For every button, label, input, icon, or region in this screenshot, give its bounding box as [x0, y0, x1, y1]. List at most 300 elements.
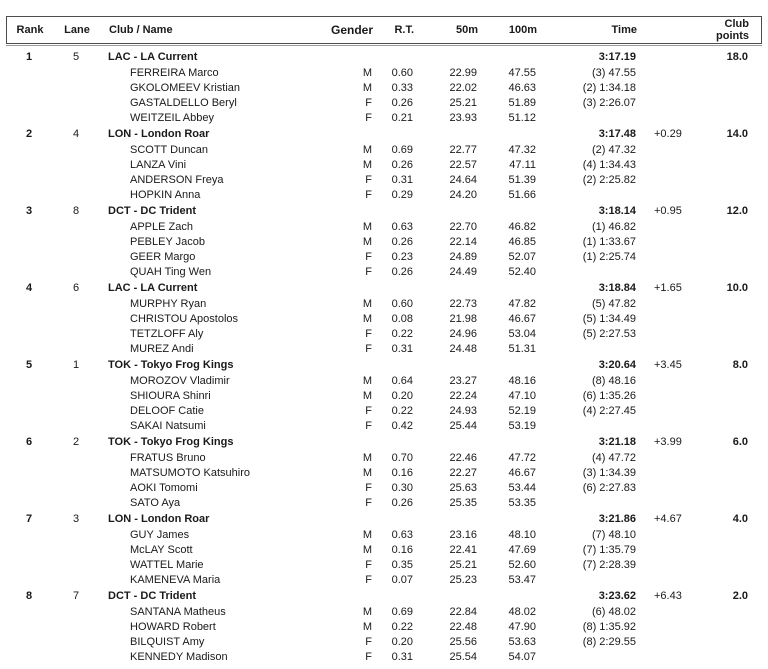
swimmer-cumulative-split: (3) 47.55	[591, 67, 636, 79]
swimmer-100m-split: 53.63	[508, 636, 536, 648]
swimmer-row	[6, 543, 762, 558]
swimmer-row	[6, 81, 762, 96]
team-rank: 3	[25, 205, 33, 217]
swimmer-50m-split: 22.70	[449, 221, 477, 233]
swimmer-reaction-time: 0.20	[391, 390, 413, 402]
swimmer-50m-split: 22.41	[449, 544, 477, 556]
swimmer-points-cell-empty	[690, 605, 762, 620]
swimmer-gender: F	[365, 266, 372, 278]
swimmer-rank-cell-empty	[6, 389, 52, 404]
swimmer-cumulative-split: (8) 2:29.55	[582, 636, 636, 648]
swimmer-cumulative-split: (7) 1:35.79	[582, 544, 636, 556]
swimmer-diff-cell-empty	[640, 650, 690, 665]
team-50m-cell-empty	[417, 280, 481, 297]
swimmer-100m-split: 46.67	[508, 467, 536, 479]
swimmer-reaction-time: 0.08	[391, 313, 413, 325]
swimmer-lane-cell-empty	[52, 111, 100, 126]
swimmer-gender: F	[365, 574, 372, 586]
swimmer-row	[6, 635, 762, 650]
swimmer-50m-split: 23.27	[449, 375, 477, 387]
swimmer-diff-cell-empty	[640, 81, 690, 96]
swimmer-diff-cell-empty	[640, 528, 690, 543]
swimmer-diff-cell-empty	[640, 265, 690, 280]
swimmer-reaction-time: 0.07	[391, 574, 413, 586]
team-rank: 4	[25, 282, 33, 294]
column-header-club-points-line1: Club	[724, 18, 749, 30]
column-header-club-name: Club / Name	[109, 24, 173, 36]
swimmer-row	[6, 558, 762, 573]
swimmer-gender: F	[365, 636, 372, 648]
swimmer-100m-split: 47.55	[508, 67, 536, 79]
swimmer-100m-split: 52.19	[508, 405, 536, 417]
swimmer-reaction-time: 0.30	[391, 482, 413, 494]
column-header-100m: 100m	[508, 24, 537, 36]
swimmer-name: MURPHY Ryan	[130, 298, 207, 310]
swimmer-row	[6, 451, 762, 466]
swimmer-reaction-time: 0.31	[391, 651, 413, 663]
team-header-row	[6, 126, 762, 143]
swimmer-name: MATSUMOTO Katsuhiro	[130, 467, 251, 479]
swimmer-rank-cell-empty	[6, 250, 52, 265]
swimmer-gender: M	[362, 529, 372, 541]
column-header-lane: Lane	[64, 24, 90, 36]
swimmer-lane-cell-empty	[52, 250, 100, 265]
swimmer-rank-cell-empty	[6, 419, 52, 434]
swimmer-rank-cell-empty	[6, 573, 52, 588]
swimmer-reaction-time: 0.64	[391, 375, 413, 387]
swimmer-50m-split: 25.44	[449, 420, 477, 432]
swimmer-cumulative-split	[540, 573, 640, 588]
swimmer-row	[6, 66, 762, 81]
swimmer-100m-split: 52.07	[508, 251, 536, 263]
swimmer-lane-cell-empty	[52, 220, 100, 235]
swimmer-lane-cell-empty	[52, 312, 100, 327]
swimmer-gender: F	[365, 174, 372, 186]
swimmer-gender: M	[362, 390, 372, 402]
swimmer-lane-cell-empty	[52, 327, 100, 342]
swimmer-points-cell-empty	[690, 158, 762, 173]
swimmer-gender: F	[365, 112, 372, 124]
swimmer-gender: M	[362, 544, 372, 556]
swimmer-100m-split: 53.35	[508, 497, 536, 509]
swimmer-reaction-time: 0.31	[391, 174, 413, 186]
team-100m-cell-empty	[481, 588, 540, 605]
swimmer-name: AOKI Tomomi	[130, 482, 198, 494]
swimmer-row	[6, 466, 762, 481]
swimmer-50m-split: 22.48	[449, 621, 477, 633]
swimmer-points-cell-empty	[690, 265, 762, 280]
swimmer-points-cell-empty	[690, 374, 762, 389]
swimmer-rank-cell-empty	[6, 650, 52, 665]
swimmer-row	[6, 573, 762, 588]
swimmer-50m-split: 23.93	[449, 112, 477, 124]
swimmer-reaction-time: 0.22	[391, 328, 413, 340]
team-rank: 2	[25, 128, 33, 140]
swimmer-rank-cell-empty	[6, 374, 52, 389]
team-lane: 8	[72, 205, 80, 217]
swimmer-cumulative-split: (7) 2:28.39	[582, 559, 636, 571]
swimmer-100m-split: 52.40	[508, 266, 536, 278]
swimmer-rank-cell-empty	[6, 173, 52, 188]
swimmer-lane-cell-empty	[52, 297, 100, 312]
swimmer-lane-cell-empty	[52, 620, 100, 635]
swimmer-rank-cell-empty	[6, 96, 52, 111]
swimmer-100m-split: 48.02	[508, 606, 536, 618]
swimmer-rank-cell-empty	[6, 143, 52, 158]
team-rt-cell-empty	[376, 357, 417, 374]
swimmer-rank-cell-empty	[6, 466, 52, 481]
swimmer-100m-split: 52.60	[508, 559, 536, 571]
swimmer-points-cell-empty	[690, 528, 762, 543]
swimmer-points-cell-empty	[690, 235, 762, 250]
swimmer-diff-cell-empty	[640, 543, 690, 558]
swimmer-name: SANTANA Matheus	[130, 606, 226, 618]
swimmer-cumulative-split: (7) 48.10	[591, 529, 636, 541]
swimmer-lane-cell-empty	[52, 235, 100, 250]
swimmer-50m-split: 25.23	[449, 574, 477, 586]
swimmer-points-cell-empty	[690, 620, 762, 635]
swimmer-gender: F	[365, 420, 372, 432]
swimmer-100m-split: 47.90	[508, 621, 536, 633]
swimmer-reaction-time: 0.42	[391, 420, 413, 432]
swimmer-gender: F	[365, 328, 372, 340]
team-header-row	[6, 511, 762, 528]
team-club-name: LAC - LA Current	[108, 51, 198, 63]
swimmer-rank-cell-empty	[6, 451, 52, 466]
swimmer-name: FRATUS Bruno	[130, 452, 206, 464]
results-body	[6, 46, 762, 665]
swimmer-50m-split: 25.56	[449, 636, 477, 648]
team-total-time: 3:17.48	[598, 128, 636, 140]
swimmer-50m-split: 25.21	[449, 559, 477, 571]
swimmer-lane-cell-empty	[52, 81, 100, 96]
swimmer-gender: F	[365, 651, 372, 663]
team-total-time: 3:21.18	[598, 436, 636, 448]
swimmer-gender: M	[362, 221, 372, 233]
column-header-reaction-time: R.T.	[394, 24, 414, 36]
team-club-points: 4.0	[732, 513, 748, 525]
team-50m-cell-empty	[417, 434, 481, 451]
swimmer-points-cell-empty	[690, 558, 762, 573]
swimmer-name: WEITZEIL Abbey	[130, 112, 214, 124]
swimmer-row	[6, 158, 762, 173]
swimmer-row	[6, 342, 762, 357]
swimmer-name: SATO Aya	[130, 497, 181, 509]
swimmer-row	[6, 650, 762, 665]
swimmer-rank-cell-empty	[6, 605, 52, 620]
team-100m-cell-empty	[481, 357, 540, 374]
team-50m-cell-empty	[417, 357, 481, 374]
swimmer-100m-split: 51.66	[508, 189, 536, 201]
swimmer-rank-cell-empty	[6, 543, 52, 558]
swimmer-reaction-time: 0.21	[391, 112, 413, 124]
swimmer-lane-cell-empty	[52, 419, 100, 434]
swimmer-points-cell-empty	[690, 451, 762, 466]
swimmer-50m-split: 22.73	[449, 298, 477, 310]
swimmer-row	[6, 404, 762, 419]
team-gender-cell-empty	[320, 588, 376, 605]
column-header-50m: 50m	[455, 24, 478, 36]
team-lane: 5	[72, 51, 80, 63]
swimmer-cumulative-split	[540, 188, 640, 203]
team-rt-cell-empty	[376, 126, 417, 143]
swimmer-lane-cell-empty	[52, 650, 100, 665]
swimmer-rank-cell-empty	[6, 342, 52, 357]
swimmer-row	[6, 250, 762, 265]
swimmer-reaction-time: 0.26	[391, 497, 413, 509]
swimmer-points-cell-empty	[690, 111, 762, 126]
swimmer-points-cell-empty	[690, 404, 762, 419]
column-header-rank: Rank	[16, 24, 44, 36]
swimmer-points-cell-empty	[690, 173, 762, 188]
swimmer-50m-split: 24.96	[449, 328, 477, 340]
swimmer-row	[6, 496, 762, 511]
swimmer-name: GEER Margo	[130, 251, 196, 263]
swimmer-100m-split: 47.10	[508, 390, 536, 402]
swimmer-rank-cell-empty	[6, 312, 52, 327]
team-time-diff: +3.99	[654, 436, 682, 448]
swimmer-name: APPLE Zach	[130, 221, 193, 233]
swimmer-cumulative-split: (4) 47.72	[591, 452, 636, 464]
swimmer-reaction-time: 0.23	[391, 251, 413, 263]
team-gender-cell-empty	[320, 126, 376, 143]
swimmer-reaction-time: 0.26	[391, 159, 413, 171]
team-club-name: DCT - DC Trident	[108, 590, 196, 602]
swimmer-name: GUY James	[130, 529, 190, 541]
team-100m-cell-empty	[481, 126, 540, 143]
swimmer-cumulative-split: (2) 1:34.18	[582, 82, 636, 94]
swimmer-100m-split: 47.69	[508, 544, 536, 556]
team-50m-cell-empty	[417, 588, 481, 605]
swimmer-100m-split: 53.19	[508, 420, 536, 432]
swimmer-points-cell-empty	[690, 481, 762, 496]
swimmer-lane-cell-empty	[52, 173, 100, 188]
swimmer-50m-split: 22.24	[449, 390, 477, 402]
swimmer-cumulative-split	[540, 265, 640, 280]
swimmer-diff-cell-empty	[640, 635, 690, 650]
swimmer-name: CHRISTOU Apostolos	[130, 313, 239, 325]
swimmer-row	[6, 235, 762, 250]
swimmer-100m-split: 46.63	[508, 82, 536, 94]
swimmer-100m-split: 53.04	[508, 328, 536, 340]
swimmer-gender: F	[365, 405, 372, 417]
swimmer-diff-cell-empty	[640, 605, 690, 620]
swimmer-lane-cell-empty	[52, 573, 100, 588]
swimmer-cumulative-split: (6) 2:27.83	[582, 482, 636, 494]
team-time-diff: +3.45	[654, 359, 682, 371]
team-time-diff: +6.43	[654, 590, 682, 602]
swimmer-lane-cell-empty	[52, 496, 100, 511]
team-header-row	[6, 280, 762, 297]
team-rank: 1	[25, 51, 33, 63]
team-gender-cell-empty	[320, 280, 376, 297]
swimmer-gender: M	[362, 298, 372, 310]
swimmer-lane-cell-empty	[52, 481, 100, 496]
swimmer-points-cell-empty	[690, 573, 762, 588]
swimmer-gender: M	[362, 621, 372, 633]
team-club-name: LON - London Roar	[108, 513, 210, 525]
swimmer-diff-cell-empty	[640, 573, 690, 588]
swimmer-gender: M	[362, 375, 372, 387]
team-50m-cell-empty	[417, 511, 481, 528]
swimmer-points-cell-empty	[690, 96, 762, 111]
team-gender-cell-empty	[320, 434, 376, 451]
team-50m-cell-empty	[417, 49, 481, 66]
swimmer-100m-split: 51.12	[508, 112, 536, 124]
swimmer-diff-cell-empty	[640, 143, 690, 158]
swimmer-100m-split: 47.11	[509, 159, 536, 171]
swimmer-50m-split: 24.89	[449, 251, 477, 263]
swimmer-name: DELOOF Catie	[130, 405, 204, 417]
swimmer-gender: M	[362, 606, 372, 618]
swimmer-diff-cell-empty	[640, 312, 690, 327]
swimmer-rank-cell-empty	[6, 528, 52, 543]
team-rt-cell-empty	[376, 203, 417, 220]
swimmer-reaction-time: 0.20	[391, 636, 413, 648]
swimmer-name: MOROZOV Vladimir	[130, 375, 230, 387]
swimmer-rank-cell-empty	[6, 635, 52, 650]
swimmer-gender: M	[362, 452, 372, 464]
swimmer-name: ANDERSON Freya	[130, 174, 224, 186]
swimmer-points-cell-empty	[690, 650, 762, 665]
team-lane: 3	[72, 513, 80, 525]
swimmer-rank-cell-empty	[6, 235, 52, 250]
swimmer-reaction-time: 0.33	[391, 82, 413, 94]
swimmer-reaction-time: 0.26	[391, 97, 413, 109]
swimmer-50m-split: 22.77	[449, 144, 477, 156]
swimmer-cumulative-split: (8) 1:35.92	[582, 621, 636, 633]
team-rank: 8	[25, 590, 33, 602]
swimmer-name: TETZLOFF Aly	[130, 328, 204, 340]
swimmer-name: HOPKIN Anna	[130, 189, 201, 201]
swimmer-name: WATTEL Marie	[130, 559, 204, 571]
swimmer-points-cell-empty	[690, 342, 762, 357]
swimmer-gender: M	[362, 82, 372, 94]
swimmer-reaction-time: 0.31	[391, 343, 413, 355]
swimmer-cumulative-split	[540, 342, 640, 357]
swimmer-50m-split: 25.21	[449, 97, 477, 109]
swimmer-cumulative-split: (1) 1:33.67	[582, 236, 636, 248]
swimmer-gender: M	[362, 67, 372, 79]
swimmer-diff-cell-empty	[640, 419, 690, 434]
relay-results-table	[6, 16, 762, 665]
swimmer-gender: M	[362, 144, 372, 156]
swimmer-points-cell-empty	[690, 66, 762, 81]
swimmer-gender: F	[365, 189, 372, 201]
table-header-row	[6, 16, 762, 44]
team-gender-cell-empty	[320, 511, 376, 528]
team-50m-cell-empty	[417, 126, 481, 143]
team-gender-cell-empty	[320, 203, 376, 220]
swimmer-row	[6, 605, 762, 620]
swimmer-diff-cell-empty	[640, 188, 690, 203]
swimmer-name: FERREIRA Marco	[130, 67, 219, 79]
swimmer-diff-cell-empty	[640, 558, 690, 573]
swimmer-100m-split: 47.82	[508, 298, 536, 310]
swimmer-cumulative-split: (2) 2:25.82	[582, 174, 636, 186]
swimmer-name: SAKAI Natsumi	[130, 420, 206, 432]
swimmer-points-cell-empty	[690, 389, 762, 404]
swimmer-reaction-time: 0.22	[391, 405, 413, 417]
swimmer-name: HOWARD Robert	[130, 621, 216, 633]
swimmer-cumulative-split: (6) 48.02	[591, 606, 636, 618]
swimmer-100m-split: 46.85	[508, 236, 536, 248]
swimmer-100m-split: 46.82	[508, 221, 536, 233]
swimmer-points-cell-empty	[690, 419, 762, 434]
swimmer-100m-split: 51.31	[508, 343, 536, 355]
swimmer-rank-cell-empty	[6, 481, 52, 496]
swimmer-100m-split: 46.67	[508, 313, 536, 325]
team-club-name: LAC - LA Current	[108, 282, 198, 294]
swimmer-row	[6, 528, 762, 543]
swimmer-100m-split: 51.39	[508, 174, 536, 186]
swimmer-points-cell-empty	[690, 327, 762, 342]
swimmer-name: MUREZ Andi	[130, 343, 194, 355]
swimmer-rank-cell-empty	[6, 158, 52, 173]
swimmer-cumulative-split: (1) 46.82	[591, 221, 636, 233]
swimmer-lane-cell-empty	[52, 558, 100, 573]
column-header-gender: Gender	[330, 23, 373, 37]
swimmer-100m-split: 53.44	[508, 482, 536, 494]
team-100m-cell-empty	[481, 203, 540, 220]
swimmer-name: BILQUIST Amy	[130, 636, 205, 648]
team-rt-cell-empty	[376, 434, 417, 451]
swimmer-50m-split: 22.99	[449, 67, 477, 79]
team-total-time: 3:21.86	[598, 513, 636, 525]
swimmer-gender: M	[362, 313, 372, 325]
swimmer-reaction-time: 0.16	[391, 544, 413, 556]
swimmer-lane-cell-empty	[52, 605, 100, 620]
swimmer-100m-split: 47.72	[508, 452, 536, 464]
swimmer-50m-split: 24.49	[449, 266, 477, 278]
swimmer-name: McLAY Scott	[130, 544, 193, 556]
swimmer-cumulative-split: (3) 2:26.07	[582, 97, 636, 109]
team-gender-cell-empty	[320, 49, 376, 66]
swimmer-points-cell-empty	[690, 143, 762, 158]
column-header-club-points-line2: points	[716, 30, 749, 42]
swimmer-reaction-time: 0.35	[391, 559, 413, 571]
swimmer-name: KAMENEVA Maria	[130, 574, 221, 586]
swimmer-cumulative-split: (4) 2:27.45	[582, 405, 636, 417]
swimmer-reaction-time: 0.26	[391, 236, 413, 248]
swimmer-name: QUAH Ting Wen	[130, 266, 212, 278]
team-header-row	[6, 203, 762, 220]
swimmer-lane-cell-empty	[52, 143, 100, 158]
swimmer-diff-cell-empty	[640, 466, 690, 481]
swimmer-diff-cell-empty	[640, 173, 690, 188]
swimmer-50m-split: 22.02	[449, 82, 477, 94]
swimmer-diff-cell-empty	[640, 235, 690, 250]
swimmer-points-cell-empty	[690, 250, 762, 265]
swimmer-diff-cell-empty	[640, 66, 690, 81]
swimmer-row	[6, 297, 762, 312]
swimmer-name: LANZA Vini	[130, 159, 187, 171]
swimmer-cumulative-split: (1) 2:25.74	[582, 251, 636, 263]
swimmer-50m-split: 24.64	[449, 174, 477, 186]
swimmer-gender: M	[362, 159, 372, 171]
swimmer-row	[6, 111, 762, 126]
swimmer-50m-split: 22.57	[449, 159, 477, 171]
swimmer-points-cell-empty	[690, 312, 762, 327]
swimmer-gender: M	[362, 467, 372, 479]
column-header-club-points	[691, 18, 763, 42]
team-total-time: 3:17.19	[598, 51, 636, 63]
swimmer-lane-cell-empty	[52, 265, 100, 280]
team-time-diff	[640, 49, 690, 66]
swimmer-name: GASTALDELLO Beryl	[130, 97, 237, 109]
swimmer-cumulative-split: (6) 1:35.26	[582, 390, 636, 402]
swimmer-100m-split: 48.16	[508, 375, 536, 387]
